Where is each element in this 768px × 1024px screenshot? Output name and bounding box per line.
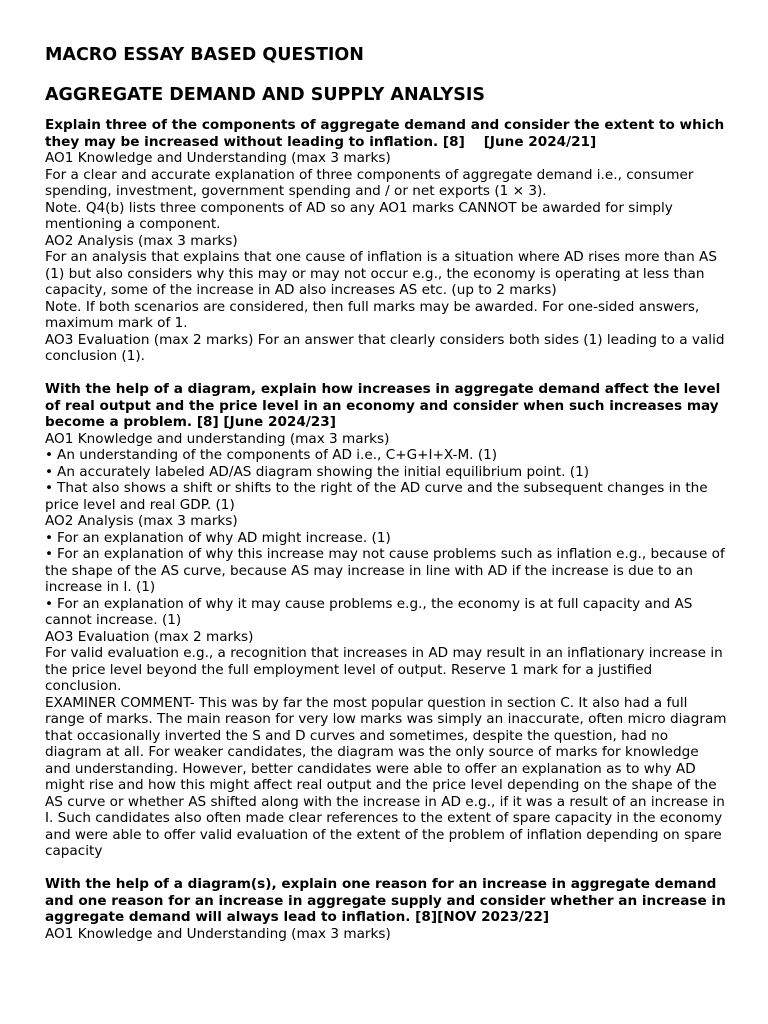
ao3-text: For valid evaluation e.g., a recognition that increases in AD may result in an inflationary increase in the price level beyond the full employment level of output. Reserve 1 mark for a justified conclusion. <box>45 645 723 694</box>
ao2-heading: AO2 Analysis (max 3 marks) <box>45 513 238 529</box>
bullet-item: • For an explanation of why it may cause problems e.g., the economy is at full capacity and AS cannot increase. (1) <box>45 596 728 629</box>
bullet-item: • For an explanation of why this increase may not cause problems such as inflation e.g., because of the shape of the AS curve, because AS may increase in line with AD if the increase is due to an increase in I. (1) <box>45 546 728 596</box>
q1-line: For an analysis that explains that one cause of inflation is a situation where AD rises more than AS (1) but also considers why this may or may not occur e.g., the economy is operating at less than capacity, some of the increase in AD also increases AS etc. (up to 2 marks) <box>45 249 717 298</box>
q1-line: AO1 Knowledge and Understanding (max 3 marks) <box>45 150 391 166</box>
bullet-item: • For an explanation of why AD might increase. (1) <box>45 530 728 547</box>
bullet-item: • That also shows a shift or shifts to the right of the AD curve and the subsequent changes in the price level and real GDP. (1) <box>45 480 728 513</box>
q1-line: Note. If both scenarios are considered, then full marks may be awarded. For one-sided answers, maximum mark of 1. <box>45 298 700 331</box>
question-3-text: With the help of a diagram(s), explain one reason for an increase in aggregate demand and one reason for an increase in aggregate supply and consider whether an increase in aggregate demand will always lead to inflation. [8][NOV 2023/22] <box>45 876 726 925</box>
question-2-text: With the help of a diagram, explain how increases in aggregate demand affect the level of real output and the price level in an economy and consider when such increases may become a problem. [8] [June 2024/23] <box>45 381 721 430</box>
q1-line: AO3 Evaluation (max 2 marks) For an answer that clearly considers both sides (1) leading to a valid conclusion (1). <box>45 331 725 364</box>
document-subtitle: AGGREGATE DEMAND AND SUPPLY ANALYSIS <box>45 85 485 105</box>
examiner-comment: EXAMINER COMMENT- This was by far the most popular question in section C. It also had a full range of marks. The main reason for very low marks was simply an inaccurate, often micro diagram that occasionally inverted the S and D curves and sometimes, despite the question, had no diagram at all. For weaker candidates, the diagram was the only source of marks for knowledge and understanding. However, better candidates were able to offer an explanation as to why AD might rise and how this might affect real output and the price level depending on the shape of the AS curve or whether AS shifted along with the increase in AD e.g., if it was a result of an increase in I. Such candidates also often made clear references to the extent of spare capacity in the economy and were able to offer valid evaluation of the extent of the problem of inflation depending on spare capacity <box>45 694 727 859</box>
question-1-text: Explain three of the components of aggregate demand and consider the extent to which they may be increased without leading to inflation. [8] [June 2024/21] <box>45 117 725 150</box>
ao1-heading: AO1 Knowledge and understanding (max 3 marks) <box>45 430 390 447</box>
q1-line: Note. Q4(b) lists three components of AD so any AO1 marks CANNOT be awarded for simply mentioning a component. <box>45 199 673 232</box>
ao1-heading: AO1 Knowledge and Understanding (max 3 marks) <box>45 925 391 942</box>
q1-line: For a clear and accurate explanation of three components of aggregate demand i.e., consumer spending, investment, government spending and / or net exports (1 × 3). <box>45 166 694 199</box>
bullet-item: • An understanding of the components of AD i.e., C+G+I+X-M. (1) <box>45 447 728 464</box>
spacer <box>45 365 728 382</box>
ao3-heading: AO3 Evaluation (max 2 marks) <box>45 628 254 645</box>
spacer <box>45 860 728 877</box>
question-2 <box>45 381 728 860</box>
document-title: MACRO ESSAY BASED QUESTION <box>45 45 364 65</box>
q1-line: AO2 Analysis (max 3 marks) <box>45 232 238 249</box>
question-1 <box>45 117 728 365</box>
question-3 <box>45 876 728 942</box>
bullet-item: • An accurately labeled AD/AS diagram showing the initial equilibrium point. (1) <box>45 464 728 481</box>
